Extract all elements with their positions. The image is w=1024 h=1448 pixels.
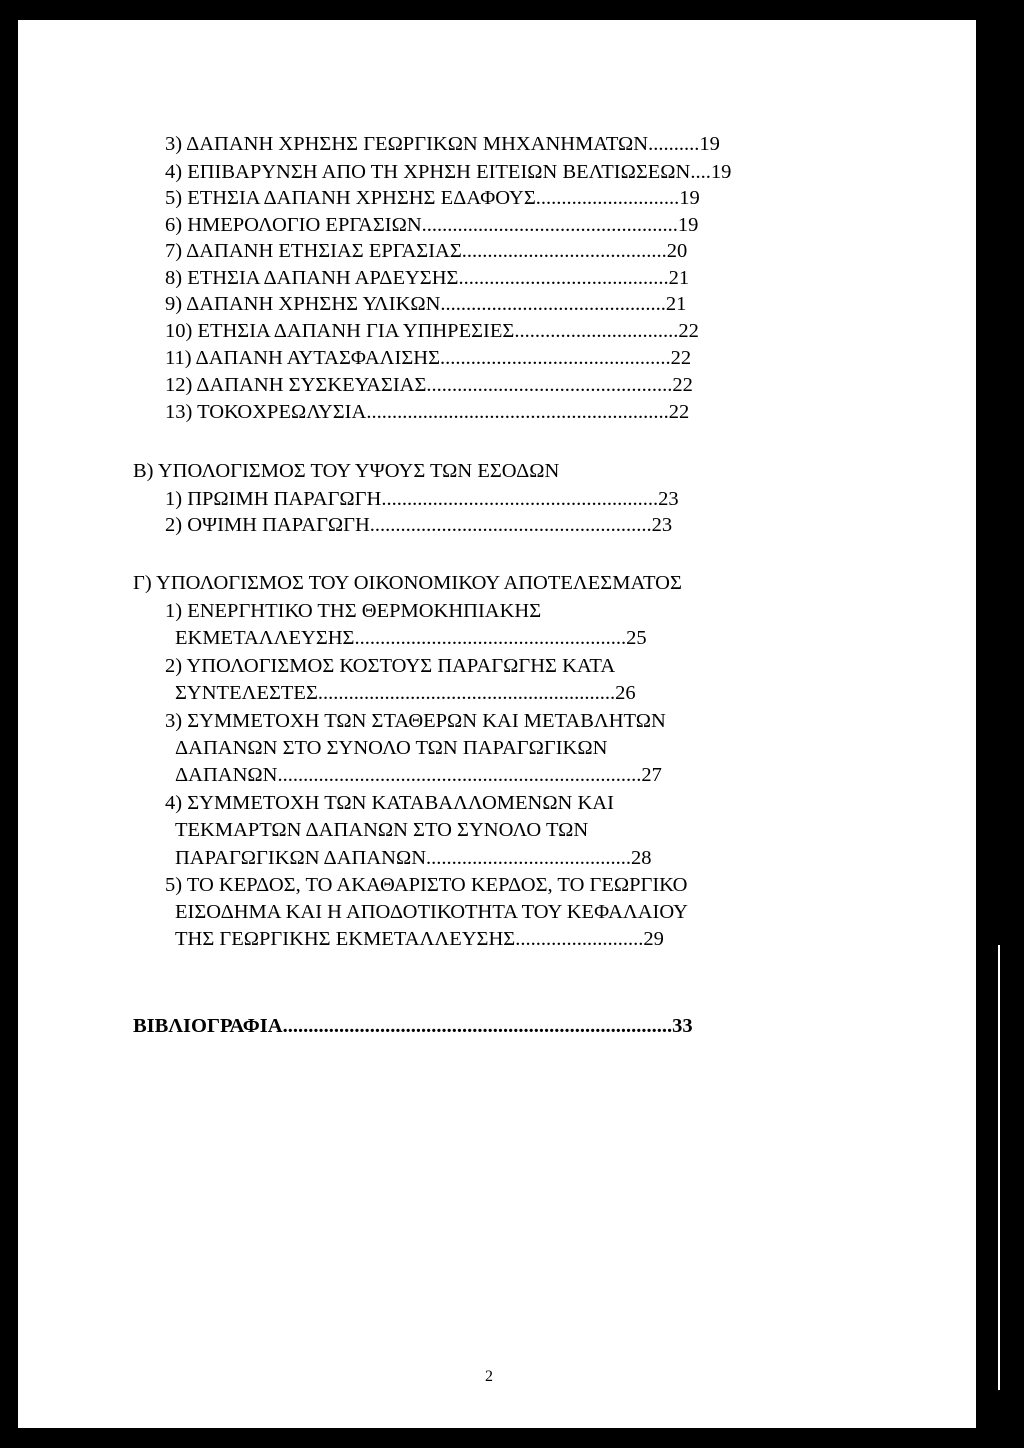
toc-entry: 3) ΔΑΠΑΝΗ ΧΡΗΣΗΣ ΓΕΩΡΓΙΚΩΝ ΜΗΧΑΝΗΜΑΤΩΝ..........19 bbox=[165, 133, 720, 155]
toc-entry: 6) ΗΜΕΡΟΛΟΓΙΟ ΕΡΓΑΣΙΩΝ..................................................19 bbox=[165, 214, 699, 236]
toc-entry: 5) ΤΟ ΚΕΡΔΟΣ, ΤΟ ΑΚΑΘΑΡΙΣΤΟ ΚΕΡΔΟΣ, ΤΟ ΓΕΩΡΓΙΚΟ bbox=[165, 874, 688, 896]
toc-entry: 9) ΔΑΠΑΝΗ ΧΡΗΣΗΣ ΥΛΙΚΩΝ............................................21 bbox=[165, 293, 687, 315]
toc-entry: 10) ΕΤΗΣΙΑ ΔΑΠΑΝΗ ΓΙΑ ΥΠΗΡΕΣΙΕΣ................................22 bbox=[165, 320, 699, 342]
toc-entry: 3) ΣΥΜΜΕΤΟΧΗ ΤΩΝ ΣΤΑΘΕΡΩΝ ΚΑΙ ΜΕΤΑΒΛΗΤΩΝ bbox=[165, 710, 666, 732]
toc-entry-continuation: ΕΚΜΕΤΑΛΛΕΥΣΗΣ.....................................................25 bbox=[175, 627, 647, 649]
toc-entry: 11) ΔΑΠΑΝΗ ΑΥΤΑΣΦΑΛΙΣΗΣ.............................................22 bbox=[165, 347, 692, 369]
toc-bibliography-entry: ΒΙΒΛΙΟΓΡΑΦΙΑ............................................................................33 bbox=[133, 1015, 693, 1037]
toc-entry: 13) ΤΟΚΟΧΡΕΩΛΥΣΙΑ...........................................................22 bbox=[165, 401, 690, 423]
page-number: 2 bbox=[485, 1368, 493, 1385]
scan-edge-line bbox=[998, 945, 1000, 1390]
toc-entry-continuation: ΤΗΣ ΓΕΩΡΓΙΚΗΣ ΕΚΜΕΤΑΛΛΕΥΣΗΣ.........................29 bbox=[175, 928, 664, 950]
document-page bbox=[18, 20, 976, 1428]
toc-entry-continuation: ΤΕΚΜΑΡΤΩΝ ΔΑΠΑΝΩΝ ΣΤΟ ΣΥΝΟΛΟ ΤΩΝ bbox=[175, 819, 589, 841]
table-of-contents bbox=[18, 20, 976, 1428]
toc-entry: 4) ΕΠΙΒΑΡΥΝΣΗ ΑΠΟ ΤΗ ΧΡΗΣΗ ΕΙΤΕΙΩΝ ΒΕΛΤΙΩΣΕΩΝ....19 bbox=[165, 161, 732, 183]
toc-section-heading: Β) ΥΠΟΛΟΓΙΣΜΟΣ ΤΟΥ ΥΨΟΥΣ ΤΩΝ ΕΣΟΔΩΝ bbox=[133, 460, 560, 482]
toc-entry: 1) ΕΝΕΡΓΗΤΙΚΟ ΤΗΣ ΘΕΡΜΟΚΗΠΙΑΚΗΣ bbox=[165, 600, 542, 622]
toc-entry: 2) ΥΠΟΛΟΓΙΣΜΟΣ ΚΟΣΤΟΥΣ ΠΑΡΑΓΩΓΗΣ ΚΑΤΑ bbox=[165, 655, 616, 677]
toc-entry: 2) ΟΨΙΜΗ ΠΑΡΑΓΩΓΗ.......................................................23 bbox=[165, 514, 673, 536]
toc-entry: 7) ΔΑΠΑΝΗ ΕΤΗΣΙΑΣ ΕΡΓΑΣΙΑΣ........................................20 bbox=[165, 240, 688, 262]
toc-entry: 1) ΠΡΩΙΜΗ ΠΑΡΑΓΩΓΗ......................................................23 bbox=[165, 488, 679, 510]
toc-entry-continuation: ΔΑΠΑΝΩΝ.......................................................................27 bbox=[175, 764, 662, 786]
toc-entry: 12) ΔΑΠΑΝΗ ΣΥΣΚΕΥΑΣΙΑΣ................................................22 bbox=[165, 374, 693, 396]
toc-entry: 4) ΣΥΜΜΕΤΟΧΗ ΤΩΝ ΚΑΤΑΒΑΛΛΟΜΕΝΩΝ ΚΑΙ bbox=[165, 792, 614, 814]
toc-entry-continuation: ΠΑΡΑΓΩΓΙΚΩΝ ΔΑΠΑΝΩΝ........................................28 bbox=[175, 847, 652, 869]
toc-entry: 8) ΕΤΗΣΙΑ ΔΑΠΑΝΗ ΑΡΔΕΥΣΗΣ.........................................21 bbox=[165, 267, 690, 289]
toc-entry-continuation: ΔΑΠΑΝΩΝ ΣΤΟ ΣΥΝΟΛΟ ΤΩΝ ΠΑΡΑΓΩΓΙΚΩΝ bbox=[175, 737, 608, 759]
toc-entry: 5) ΕΤΗΣΙΑ ΔΑΠΑΝΗ ΧΡΗΣΗΣ ΕΔΑΦΟΥΣ............................19 bbox=[165, 187, 700, 209]
toc-section-heading: Γ) ΥΠΟΛΟΓΙΣΜΟΣ ΤΟΥ ΟΙΚΟΝΟΜΙΚΟΥ ΑΠΟΤΕΛΕΣΜΑΤΟΣ bbox=[133, 572, 682, 594]
toc-entry-continuation: ΕΙΣΟΔΗΜΑ ΚΑΙ Η ΑΠΟΔΟΤΙΚΟΤΗΤΑ ΤΟΥ ΚΕΦΑΛΑΙΟΥ bbox=[175, 901, 688, 923]
toc-entry-continuation: ΣΥΝΤΕΛΕΣΤΕΣ..........................................................26 bbox=[175, 682, 636, 704]
